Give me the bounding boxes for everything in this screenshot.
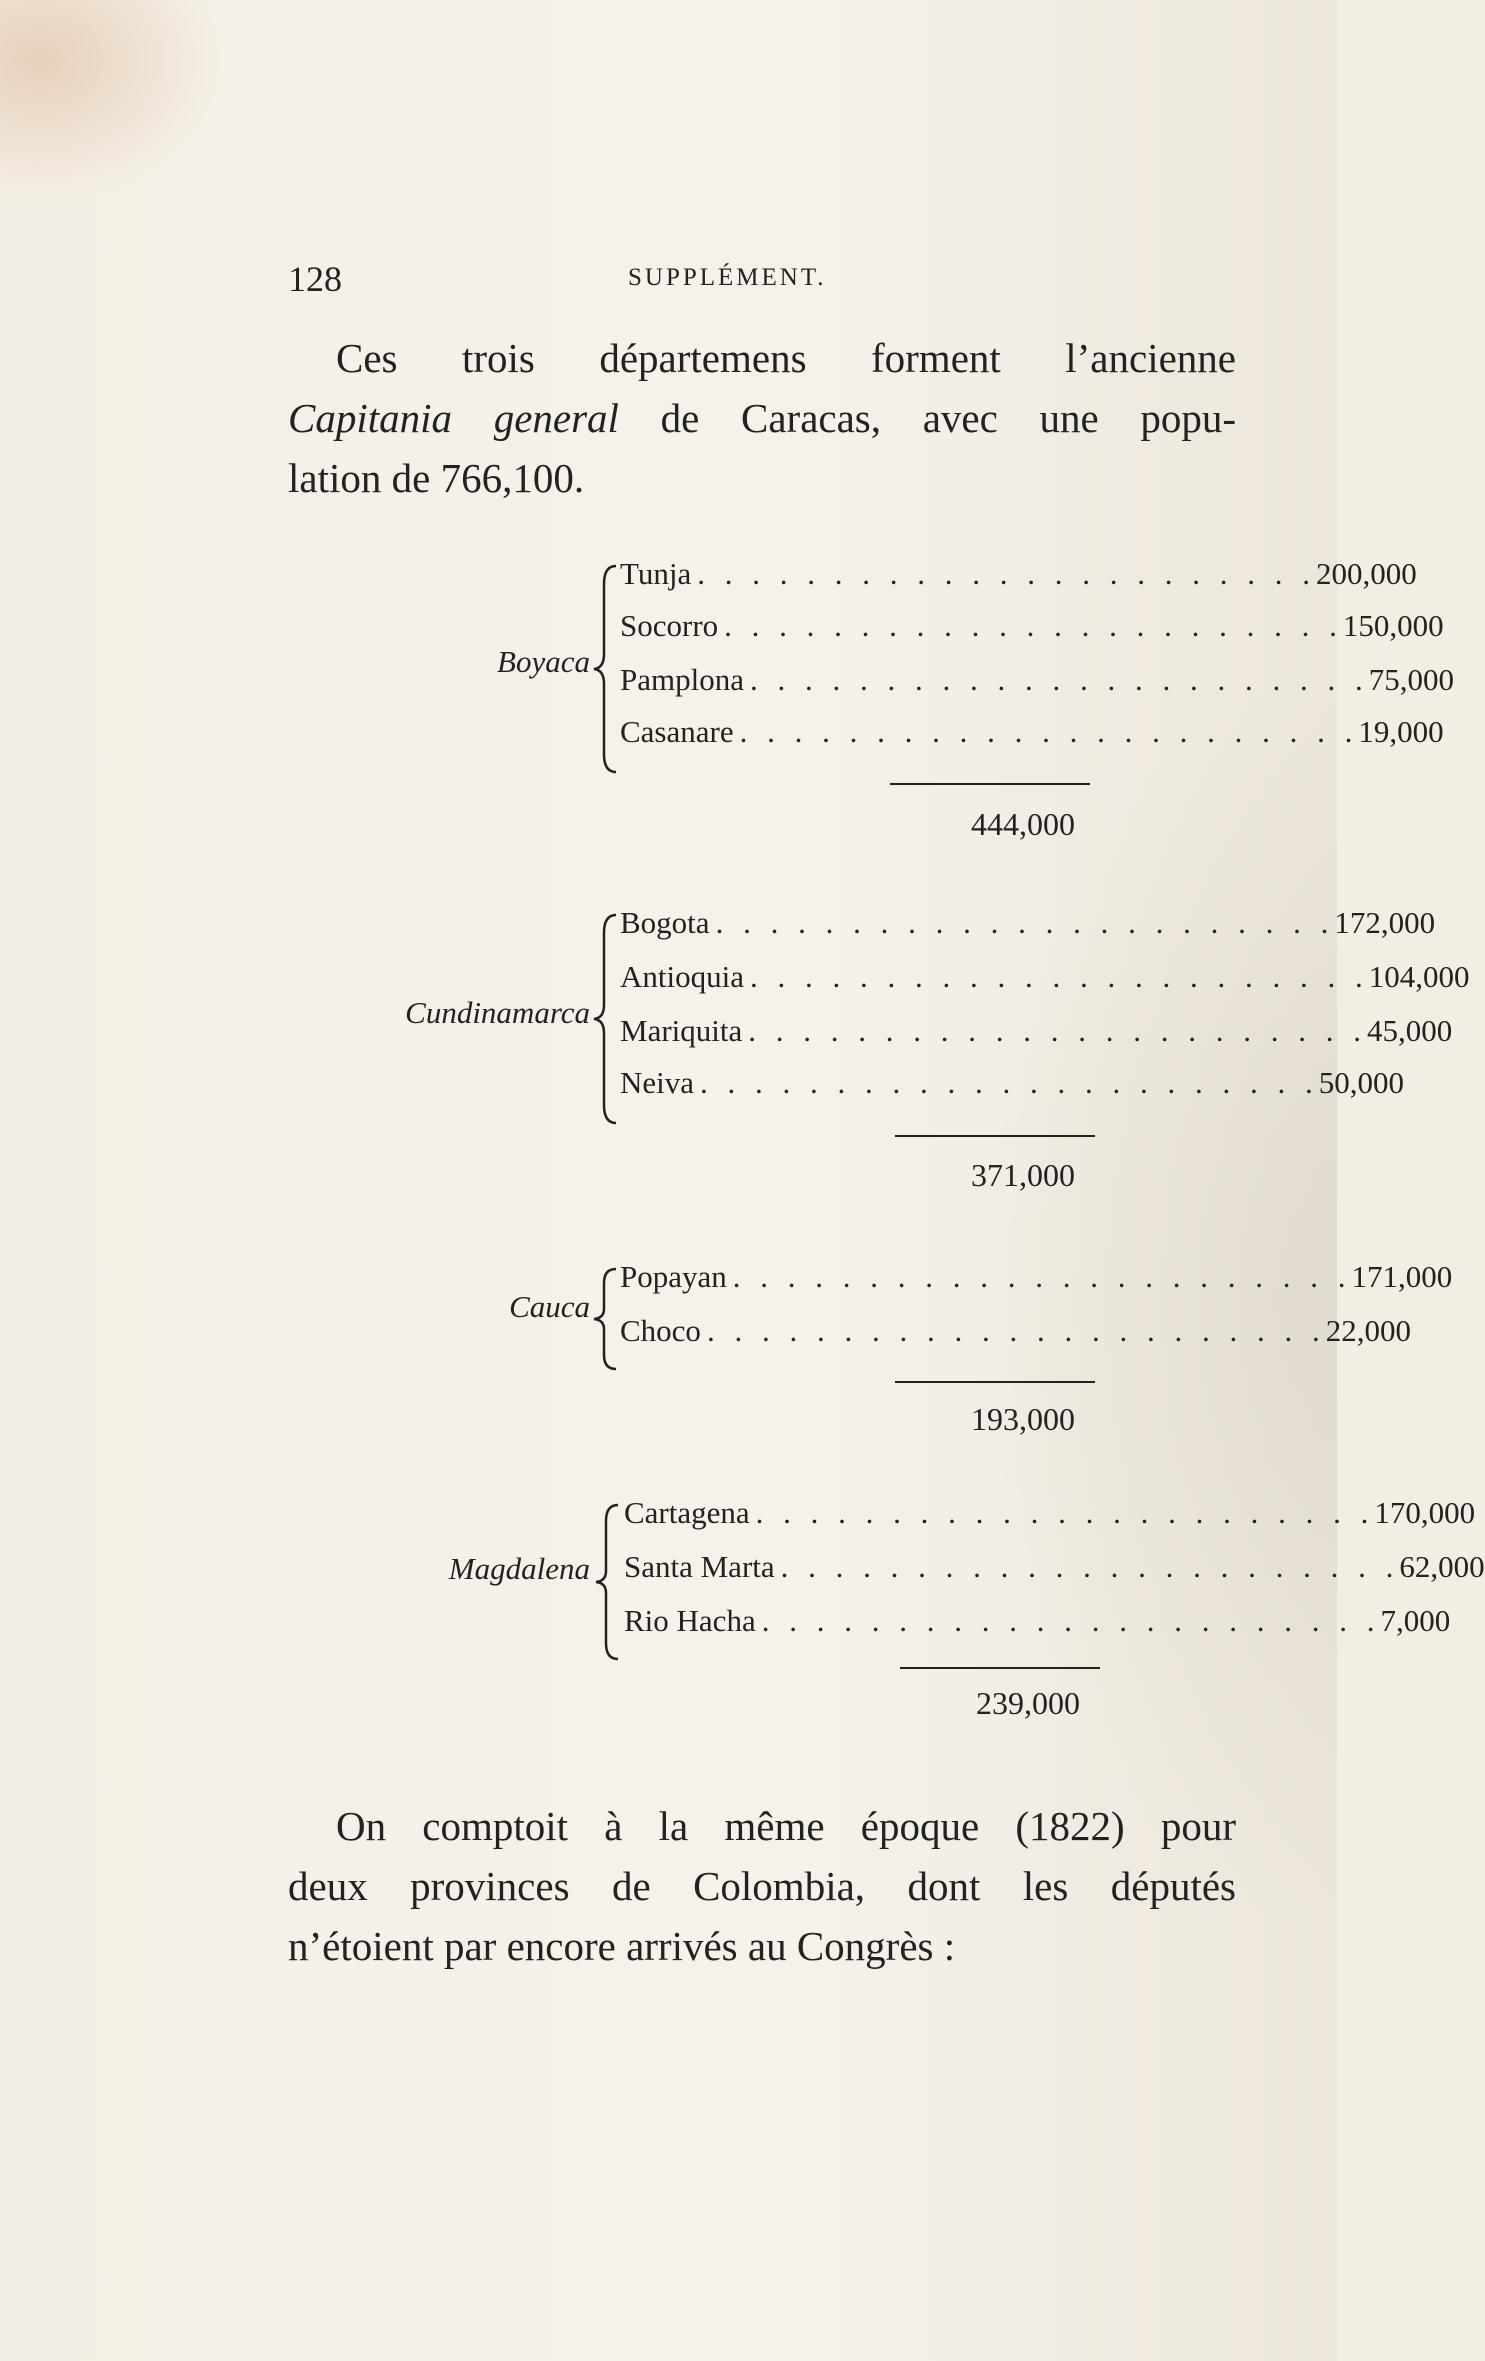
sum-rule bbox=[890, 783, 1090, 785]
intro-line-2-rest: de Caracas, avec une popu- bbox=[618, 395, 1237, 441]
leader-dots: . . . . . . . . . . . . . . . . . . . . . . . bbox=[748, 1013, 1367, 1048]
province-name: Bogota bbox=[620, 905, 710, 940]
outro-line-2: deux provinces de Colombia, dont les députés bbox=[288, 1863, 1236, 1909]
province-value: 172,000 bbox=[1334, 905, 1436, 940]
leader-dots: . . . . . . . . . . . . . . . . . . . . . . . bbox=[750, 959, 1369, 994]
province-row bbox=[624, 1495, 1476, 1549]
province-value: 50,000 bbox=[1318, 1065, 1405, 1100]
page-number: 128 bbox=[288, 259, 342, 299]
province-row bbox=[620, 905, 1436, 959]
sum-rule bbox=[895, 1135, 1095, 1137]
province-name: Neiva bbox=[620, 1065, 695, 1100]
province-value: 104,000 bbox=[1368, 959, 1470, 994]
intro-line-1: Ces trois départemens forment l’ancienne bbox=[336, 335, 1236, 381]
province-value: 7,000 bbox=[1380, 1603, 1451, 1638]
province-name: Tunja bbox=[620, 556, 692, 591]
intro-line-3: lation de 766,100. bbox=[288, 455, 585, 501]
province-name: Casanare bbox=[620, 714, 734, 749]
province-name: Rio Hacha bbox=[624, 1603, 756, 1638]
brace-icon bbox=[594, 1503, 622, 1661]
outro-line-1: On comptoit à la même époque (1822) pour bbox=[336, 1803, 1236, 1849]
leader-dots: . . . . . . . . . . . . . . . . . . . . . . . bbox=[715, 905, 1335, 940]
province-name: Mariquita bbox=[620, 1013, 743, 1048]
province-value: 22,000 bbox=[1325, 1313, 1411, 1348]
intro-italic-term: Capitania general bbox=[288, 395, 619, 441]
brace-icon bbox=[592, 913, 620, 1125]
province-name: Popayan bbox=[620, 1259, 727, 1294]
department-name: Cundinamarca bbox=[405, 995, 590, 1030]
province-value: 200,000 bbox=[1315, 556, 1417, 591]
department-name: Boyaca bbox=[497, 644, 590, 679]
leader-dots: . . . . . . . . . . . . . . . . . . . . . . . bbox=[755, 1495, 1375, 1530]
province-row bbox=[624, 1603, 1451, 1657]
province-row bbox=[620, 1259, 1453, 1313]
province-name: Cartagena bbox=[624, 1495, 750, 1530]
province-row bbox=[620, 608, 1444, 662]
leader-dots: . . . . . . . . . . . . . . . . . . . . . . . bbox=[739, 714, 1359, 749]
intro-paragraph bbox=[288, 328, 1236, 508]
leader-dots: . . . . . . . . . . . . . . . . . . . . . . . bbox=[780, 1549, 1400, 1584]
brace-icon bbox=[592, 564, 620, 774]
sum-rule bbox=[895, 1381, 1095, 1383]
header-title: SUPPLÉMENT. bbox=[628, 264, 827, 291]
department-total: 371,000 bbox=[971, 1157, 1075, 1193]
province-name: Choco bbox=[620, 1313, 701, 1348]
province-row bbox=[620, 1013, 1453, 1067]
department-name: Cauca bbox=[509, 1289, 590, 1324]
intro-line-2 bbox=[288, 388, 1236, 448]
province-value: 170,000 bbox=[1374, 1495, 1476, 1530]
leader-dots: . . . . . . . . . . . . . . . . . . . . . . . bbox=[697, 556, 1316, 591]
sum-rule bbox=[900, 1667, 1100, 1669]
province-name: Antioquia bbox=[620, 959, 744, 994]
province-row bbox=[620, 714, 1444, 768]
leader-dots: . . . . . . . . . . . . . . . . . . . . . . . bbox=[732, 1259, 1352, 1294]
outro-paragraph bbox=[288, 1796, 1236, 1976]
department-total: 193,000 bbox=[971, 1401, 1075, 1437]
leader-dots: . . . . . . . . . . . . . . . . . . . . . . . bbox=[761, 1603, 1381, 1638]
leader-dots: . . . . . . . . . . . . . . . . . . . . . . . bbox=[706, 1313, 1326, 1348]
province-name: Socorro bbox=[620, 608, 719, 643]
province-name: Santa Marta bbox=[624, 1549, 775, 1584]
province-value: 75,000 bbox=[1368, 662, 1454, 697]
brace-icon bbox=[592, 1267, 620, 1371]
running-head bbox=[288, 258, 1238, 298]
province-row bbox=[624, 1549, 1485, 1603]
province-name: Pamplona bbox=[620, 662, 744, 697]
province-row bbox=[620, 959, 1470, 1013]
department-name: Magdalena bbox=[448, 1551, 590, 1586]
province-row bbox=[620, 556, 1417, 610]
leader-dots: . . . . . . . . . . . . . . . . . . . . . . . bbox=[750, 662, 1369, 697]
province-value: 150,000 bbox=[1342, 608, 1444, 643]
outro-line-3: n’étoient par encore arrivés au Congrès : bbox=[288, 1923, 956, 1969]
province-value: 62,000 bbox=[1399, 1549, 1485, 1584]
province-row bbox=[620, 662, 1454, 716]
leader-dots: . . . . . . . . . . . . . . . . . . . . . . . bbox=[700, 1065, 1319, 1100]
province-value: 19,000 bbox=[1358, 714, 1444, 749]
province-value: 171,000 bbox=[1351, 1259, 1453, 1294]
department-total: 444,000 bbox=[971, 806, 1075, 842]
department-total: 239,000 bbox=[976, 1685, 1080, 1721]
province-value: 45,000 bbox=[1367, 1013, 1453, 1048]
province-row bbox=[620, 1313, 1411, 1367]
province-row bbox=[620, 1065, 1405, 1119]
leader-dots: . . . . . . . . . . . . . . . . . . . . . . . bbox=[724, 608, 1343, 643]
